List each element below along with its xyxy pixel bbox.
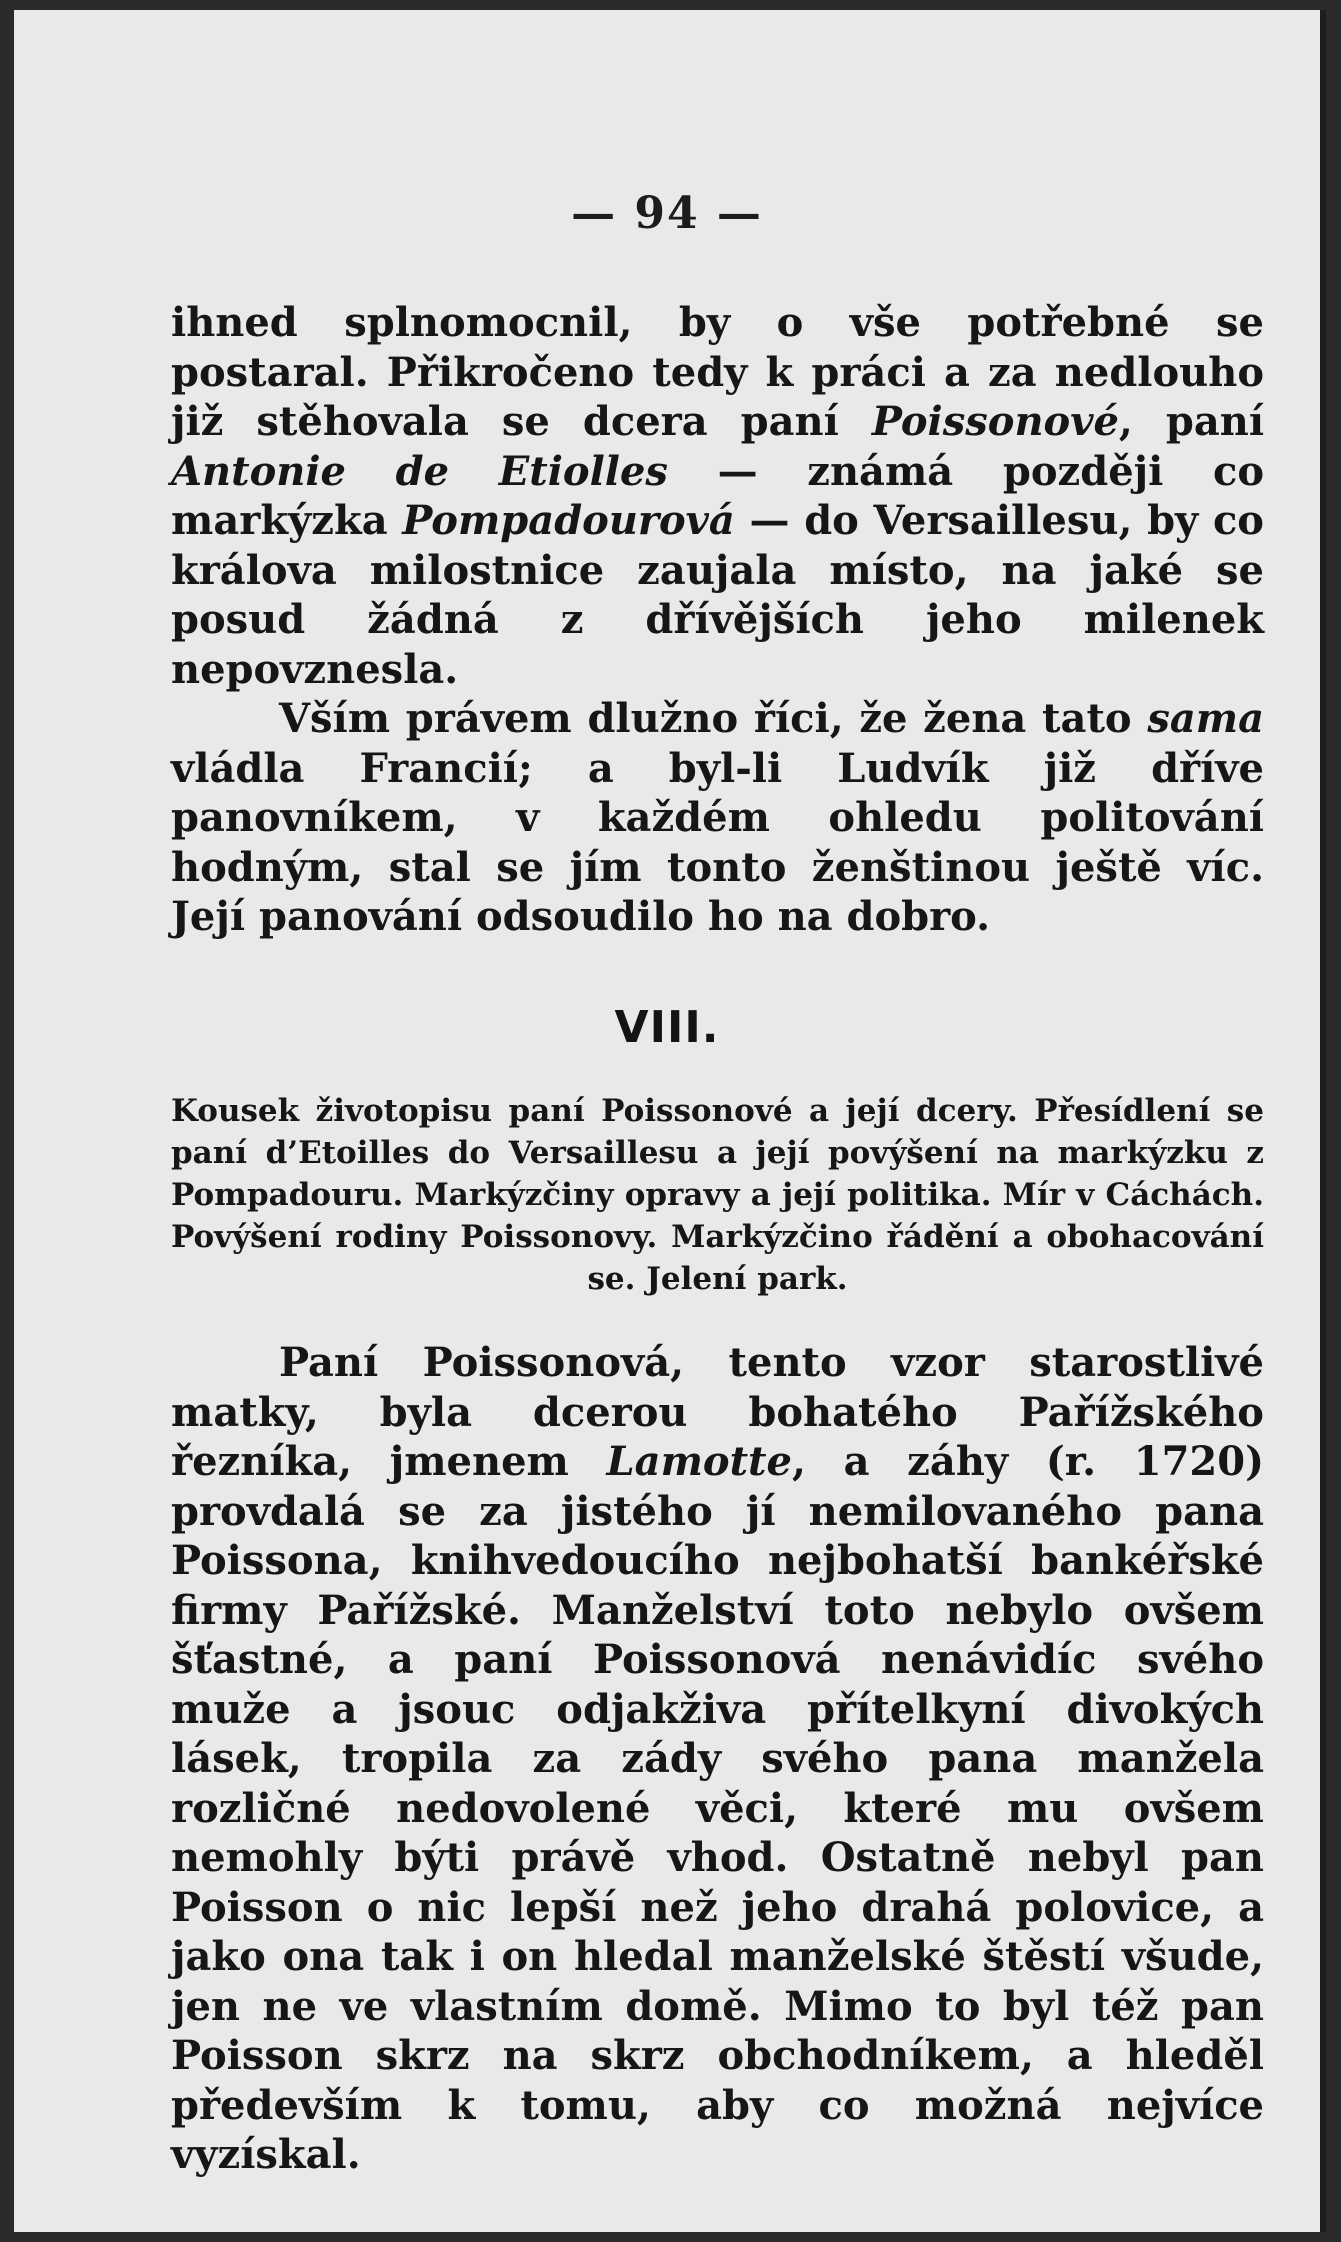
chapter-summary: Kousek životopisu paní Poissonové a její dcery. Přesídlení se paní d’Etoilles do Versaillesu a její povýšení na markýzku z Pompadouru. Markýzčiny opravy a její politika. Mír v Cáchách. Povýšení rodiny Poissonovy. Markýzčino řádění a obohacování se. Jelení park. [171, 1093, 1264, 1297]
paragraph-1-italic-antonie: Antonie de Etiolles [171, 447, 668, 495]
paragraph-1 [171, 298, 1264, 694]
paragraph-1-text-3: — známá později co markýzka [171, 447, 1264, 544]
paragraph-2-text: Vším právem dlužno říci, že žena tato [279, 695, 1148, 742]
paragraph-block-bottom [171, 1338, 1264, 2180]
paragraph-1-text-4: — do Versaillesu, by co králova milostnice zaujala místo, na jaké se posud žádná z dřívějších jeho milenek nepovznesla. [171, 497, 1264, 693]
page-number: — 94 — [571, 188, 763, 239]
paragraph-2-text-2: vládla Francií; a byl-li Ludvík již dříve panovníkem, v každém ohledu politování hodným, stal se jím tonto ženštinou ještě víc. Její panování odsoudilo ho na dobro. [171, 744, 1264, 940]
paragraph-2 [171, 694, 1264, 942]
paragraph-1-italic-poissonove: Poissonové [871, 398, 1119, 445]
paragraph-3 [171, 1338, 1264, 2180]
chapter-summary-block [171, 1090, 1264, 1300]
book-page [14, 10, 1326, 2232]
paragraph-3-italic-lamotte: Lamotte [606, 1438, 792, 1485]
paragraph-3-text: Paní Poissonová, tento vzor starostlivé matky, byla dcerou bohatého Pařížského řezníka, jmenem [171, 1339, 1264, 1485]
paragraph-1-italic-pompadourova: Pompadourová [402, 497, 735, 544]
paragraph-1-text: ihned splnomocnil, by o vše potřebné se postaral. Přikročeno tedy k práci a za nedlouho již stěhovala se dcera paní [171, 299, 1264, 445]
paragraph-block-top [171, 298, 1264, 942]
chapter-heading: VIII. [614, 1002, 720, 1053]
paragraph-3-text-2: , a záhy (r. 1720) provdalá se za jistého jí nemilovaného pana Poissona, knihvedoucího nejbohatší bankéřské firmy Pařížské. Manželství toto nebylo ovšem šťastné, a paní Poissonová nenávidíc svého muže a jsouc odjakživa přítelkyní divokých lásek, tropila za zády svého pana manžela rozličné nedovolené věci, které mu ovšem nemohly býti právě vhod. Ostatně nebyl pan Poisson o nic lepší než jeho drahá polovice, a jako ona tak i on hledal manželské štěstí všude, jen ne ve vlastním domě. Mimo to byl též pan Poisson skrz na skrz obchodníkem, a hleděl především k tomu, aby co možná nejvíce vyzískal. [171, 1438, 1264, 2178]
paragraph-1-text-2: , paní [1118, 398, 1265, 445]
paragraph-2-italic-sama: sama [1147, 695, 1264, 742]
